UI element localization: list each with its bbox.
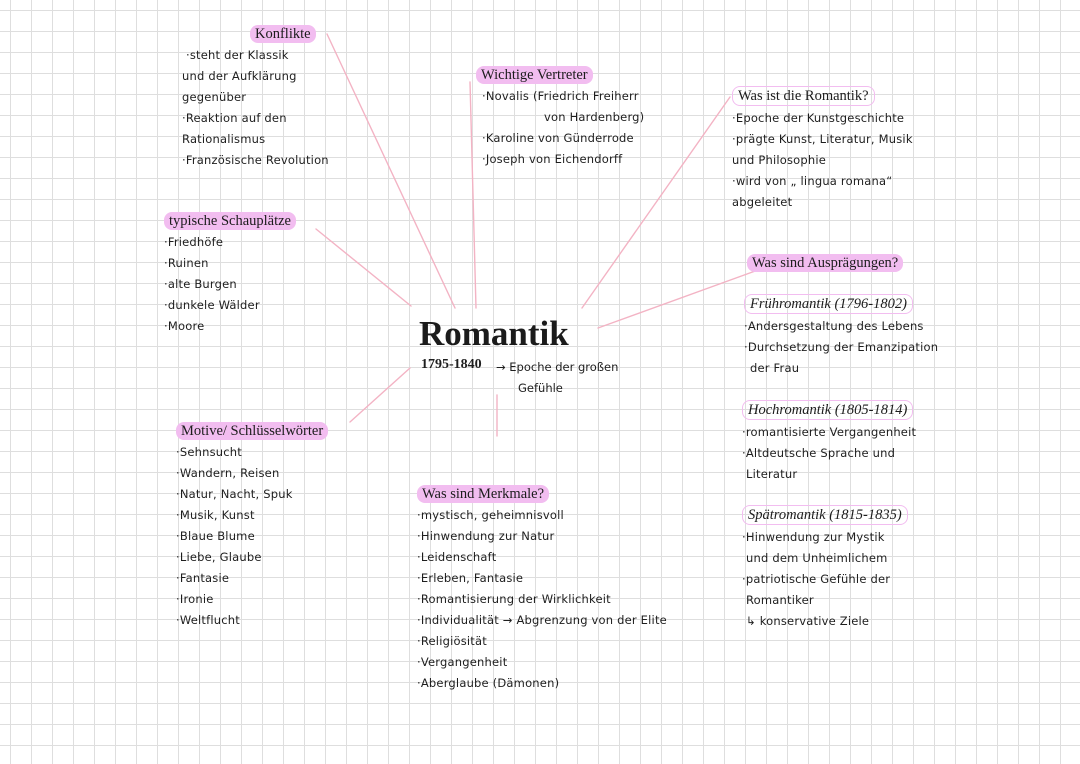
list-item: abgeleitet [732, 195, 793, 209]
list-item: ·Individualität → Abgrenzung von der Elite [417, 613, 667, 627]
title-epoch [496, 357, 618, 399]
konflikte-section [182, 23, 329, 171]
connector-motive [350, 368, 410, 422]
connector-konflikte [327, 34, 455, 308]
schauplaetze-list [164, 232, 296, 337]
list-item: ·Blaue Blume [176, 529, 255, 543]
list-item: ·Hinwendung zur Natur [417, 529, 555, 543]
list-item: und der Aufklärung [182, 69, 297, 83]
list-item: ·Durchsetzung der Emanzipation [744, 340, 939, 354]
fruehromantik-list [744, 316, 938, 379]
list-item: gegenüber [182, 90, 247, 104]
was-ist-heading: Was ist die Romantik? [732, 86, 875, 106]
list-item: ·Wandern, Reisen [176, 466, 280, 480]
vertreter-heading: Wichtige Vertreter [476, 66, 593, 84]
list-item: ·patriotische Gefühle der [742, 572, 891, 586]
list-item: ·Karoline von Günderrode [482, 131, 634, 145]
list-item: ·Erleben, Fantasie [417, 571, 524, 585]
list-item: ·Moore [164, 319, 205, 333]
connector-schauplaetze [316, 229, 411, 306]
list-item: und Philosophie [732, 153, 827, 167]
list-item: ·Aberglaube (Dämonen) [417, 676, 560, 690]
list-item: ·Leidenschaft [417, 550, 497, 564]
list-item: ·Musik, Kunst [176, 508, 255, 522]
connector-auspraegungen [598, 270, 758, 328]
epoch-line-2: Gefühle [518, 381, 563, 395]
was-ist-section [732, 85, 913, 213]
list-item: ·Hinwendung zur Mystik [742, 530, 885, 544]
spaetromantik-section [742, 504, 908, 632]
list-item: ·Fantasie [176, 571, 230, 585]
motive-heading: Motive/ Schlüsselwörter [176, 422, 328, 440]
auspraegungen-section [747, 252, 903, 272]
list-item: ·mystisch, geheimnisvoll [417, 508, 564, 522]
list-item: ·steht der Klassik [186, 48, 289, 62]
list-item: ↳ konservative Ziele [746, 614, 870, 628]
list-item: der Frau [750, 361, 800, 375]
spaetromantik-list [742, 527, 908, 632]
merkmale-list [417, 505, 667, 694]
motive-section [176, 420, 328, 631]
fruehromantik-heading: Frühromantik (1796-1802) [744, 294, 913, 314]
hochromantik-heading: Hochromantik (1805-1814) [742, 400, 913, 420]
list-item: ·alte Burgen [164, 277, 237, 291]
list-item: ·Altdeutsche Sprache und [742, 446, 896, 460]
list-item: ·Liebe, Glaube [176, 550, 262, 564]
schauplaetze-heading: typische Schauplätze [164, 212, 296, 230]
auspraegungen-heading: Was sind Ausprägungen? [747, 254, 903, 272]
was-ist-list [732, 108, 913, 213]
list-item: ·Ruinen [164, 256, 209, 270]
fruehromantik-section [744, 293, 938, 379]
list-item: und dem Unheimlichem [746, 551, 888, 565]
list-item: ·prägte Kunst, Literatur, Musik [732, 132, 913, 146]
schauplaetze-section [164, 210, 296, 337]
page-title: Romantik [419, 314, 569, 353]
konflikte-heading: Konflikte [250, 25, 316, 43]
konflikte-list [182, 45, 329, 171]
list-item: von Hardenberg) [544, 110, 645, 124]
list-item: ·Friedhöfe [164, 235, 224, 249]
list-item: ·Romantisierung der Wirklichkeit [417, 592, 611, 606]
list-item: Literatur [746, 467, 798, 481]
motive-list [176, 442, 328, 631]
list-item: ·Vergangenheit [417, 655, 508, 669]
list-item: ·Reaktion auf den [182, 111, 287, 125]
hochromantik-list [742, 422, 916, 485]
list-item: ·Ironie [176, 592, 214, 606]
spaetromantik-heading: Spätromantik (1815-1835) [742, 505, 908, 525]
list-item: Romantiker [746, 593, 814, 607]
hochromantik-section [742, 399, 916, 485]
list-item: ·Natur, Nacht, Spuk [176, 487, 293, 501]
vertreter-list [476, 86, 644, 170]
merkmale-section [417, 483, 667, 694]
list-item: ·Joseph von Eichendorff [482, 152, 623, 166]
list-item: ·romantisierte Vergangenheit [742, 425, 917, 439]
list-item: ·dunkele Wälder [164, 298, 260, 312]
list-item: ·Französische Revolution [182, 153, 329, 167]
list-item: ·wird von „ lingua romana“ [732, 174, 893, 188]
list-item: ·Weltflucht [176, 613, 240, 627]
merkmale-heading: Was sind Merkmale? [417, 485, 549, 503]
vertreter-section [476, 64, 644, 170]
list-item: ·Novalis (Friedrich Freiherr [482, 89, 639, 103]
list-item: ·Epoche der Kunstgeschichte [732, 111, 905, 125]
epoch-line-1: → Epoche der großen [496, 360, 619, 374]
list-item: ·Andersgestaltung des Lebens [744, 319, 924, 333]
list-item: ·Sehnsucht [176, 445, 243, 459]
list-item: Rationalismus [182, 132, 266, 146]
list-item: ·Religiösität [417, 634, 487, 648]
title-dates: 1795-1840 [421, 357, 482, 372]
